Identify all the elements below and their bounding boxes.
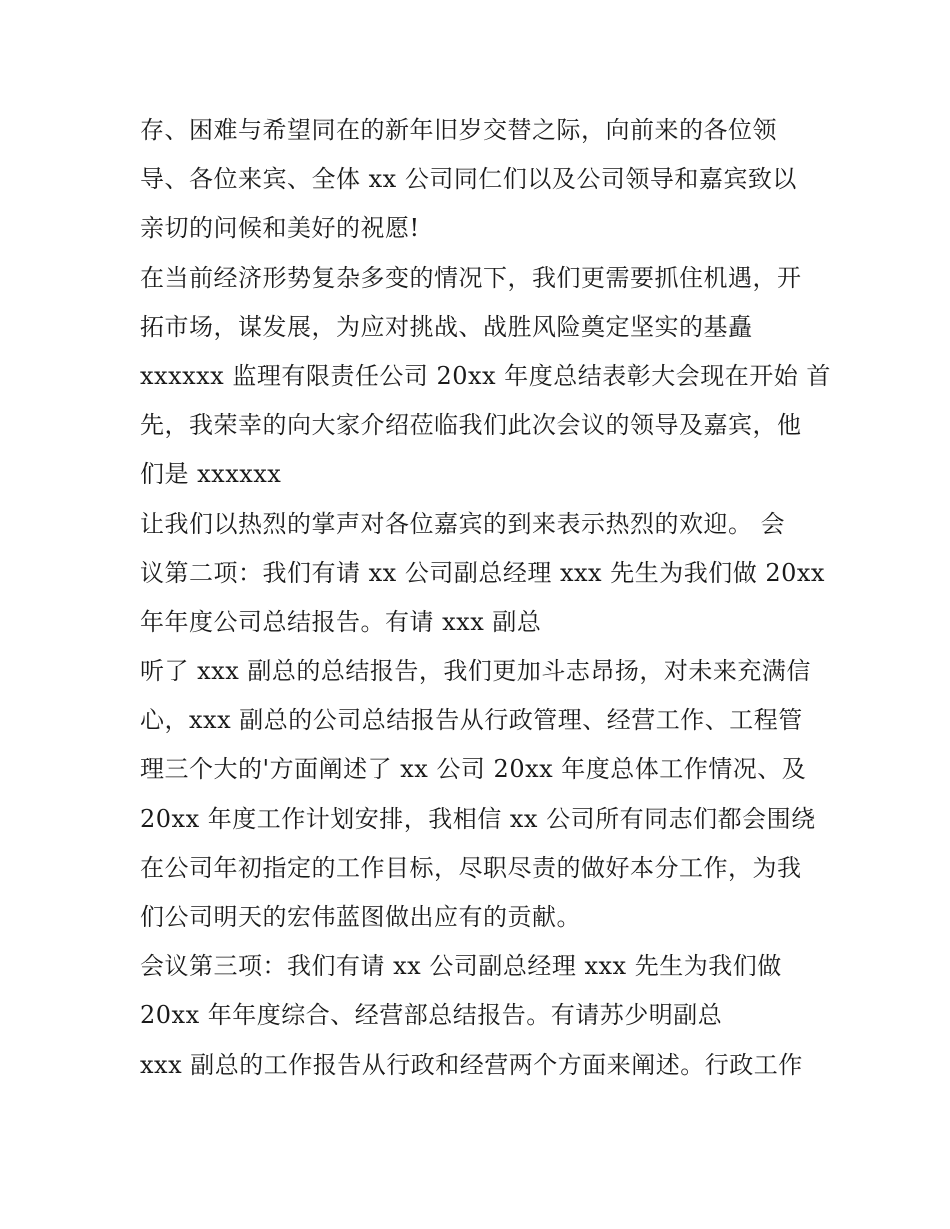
- text-line: 议第二项：我们有请 xx 公司副总经理 xxx 先生为我们做 20xx: [140, 558, 825, 587]
- text-line: 在当前经济形势复杂多变的情况下，我们更需要抓住机遇，开: [140, 263, 802, 292]
- text-line: 听了 xxx 副总的总结报告，我们更加斗志昂扬，对未来充满信: [140, 657, 811, 686]
- text-line: 们公司明天的宏伟蓝图做出应有的贡献。: [140, 903, 581, 931]
- text-line: 年年度公司总结报告。有请 xxx 副总: [140, 607, 542, 636]
- text-line: 在公司年初指定的工作目标，尽职尽责的做好本分工作，为我: [140, 853, 802, 882]
- text-line: 们是 xxxxxx: [140, 460, 282, 489]
- text-line: 先，我荣幸的向大家介绍莅临我们此次会议的领导及嘉宾，他: [140, 411, 802, 440]
- text-line: 拓市场，谋发展，为应对挑战、战胜风险奠定坚实的基矗: [140, 312, 753, 341]
- text-line: 心，xxx 副总的公司总结报告从行政管理、经营工作、工程管: [140, 706, 803, 735]
- text-line: 亲切的问候和美好的祝愿!: [140, 214, 420, 243]
- document-body: [140, 106, 830, 1090]
- text-line: 导、各位来宾、全体 xx 公司同仁们以及公司领导和嘉宾致以: [140, 165, 797, 194]
- text-line: xxxxxx 监理有限责任公司 20xx 年度总结表彰大会现在开始 首: [140, 361, 831, 390]
- text-line: 20xx 年度工作计划安排，我相信 xx 公司所有同志们都会围绕: [140, 804, 816, 833]
- text-line: 会议第三项：我们有请 xx 公司副总经理 xxx 先生为我们做: [140, 952, 782, 981]
- text-line: 让我们以热烈的掌声对各位嘉宾的到来表示热烈的欢迎。 会: [140, 509, 786, 538]
- text-line: 20xx 年年度综合、经营部总结报告。有请苏少明副总: [140, 1001, 723, 1030]
- text-line: 理三个大的'方面阐述了 xx 公司 20xx 年度总体工作情况、及: [140, 755, 807, 784]
- text-line: xxx 副总的工作报告从行政和经营两个方面来阐述。行政工作: [140, 1050, 803, 1079]
- text-line: 存、困难与希望同在的新年旧岁交替之际，向前来的各位领: [140, 116, 777, 144]
